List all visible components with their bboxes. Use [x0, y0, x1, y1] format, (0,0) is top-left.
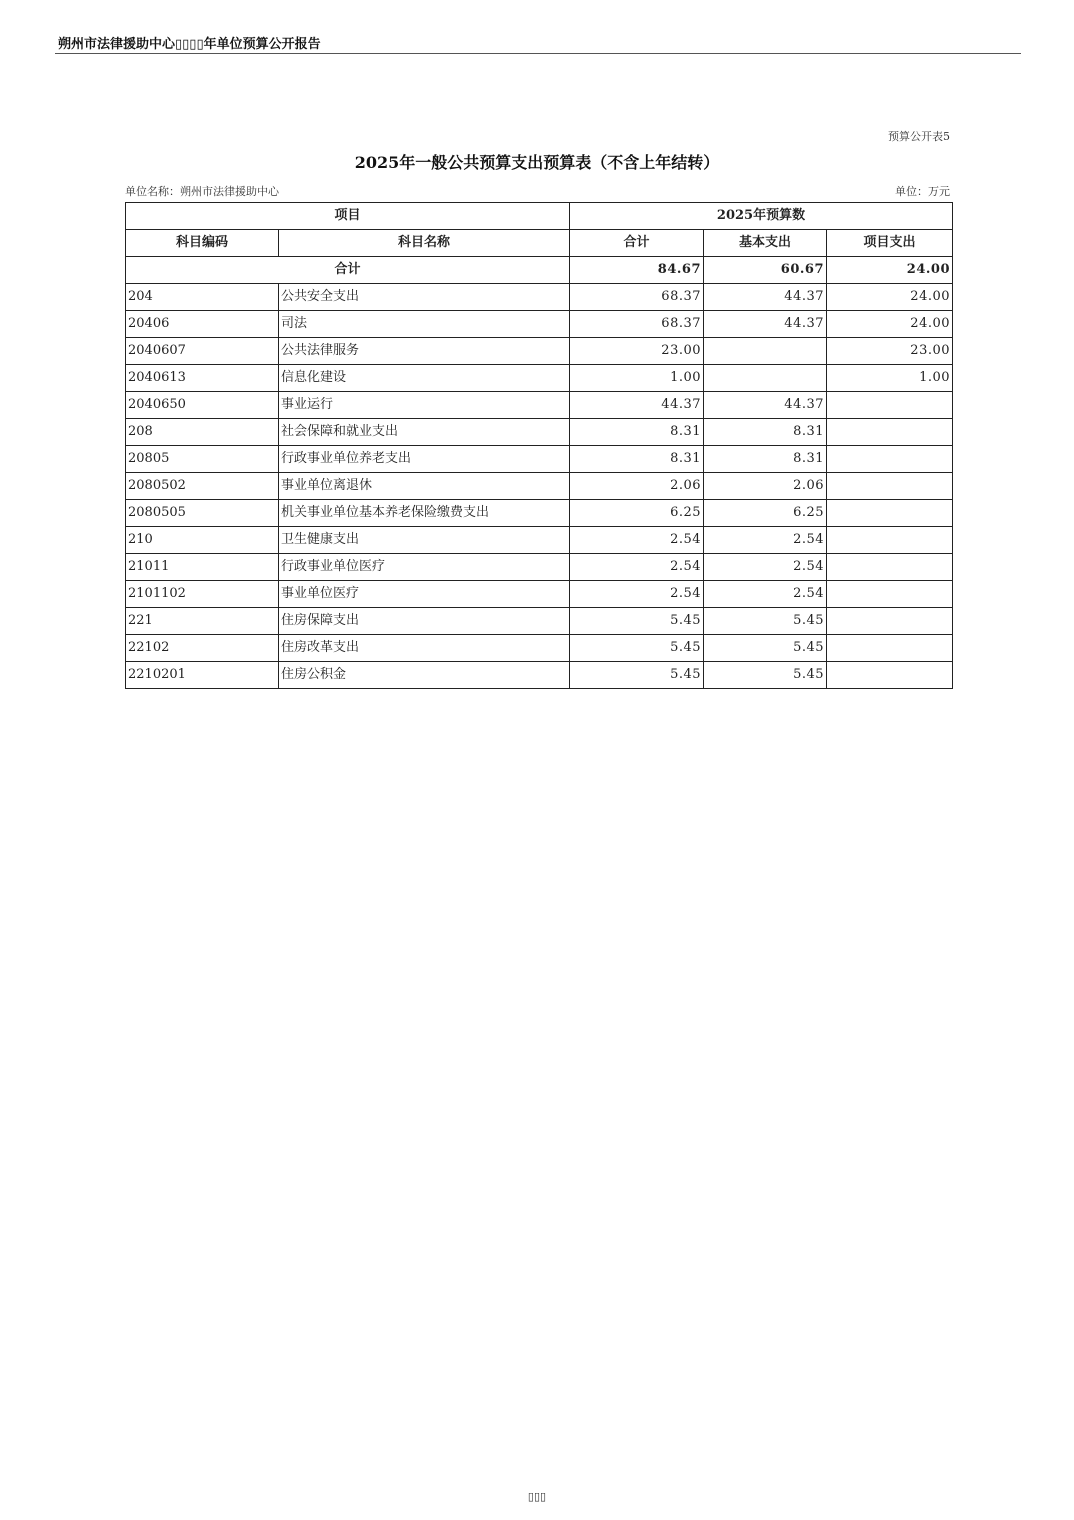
row-project: [827, 527, 953, 554]
row-project: [827, 446, 953, 473]
table-row: [126, 608, 953, 635]
row-basic: 8.31: [704, 446, 827, 473]
row-basic: 5.45: [704, 608, 827, 635]
total-basic: 60.67: [704, 257, 827, 284]
row-code: 20805: [126, 446, 279, 473]
row-name: 住房保障支出: [279, 608, 570, 635]
row-project: 1.00: [827, 365, 953, 392]
row-code: 210: [126, 527, 279, 554]
table-row: [126, 662, 953, 689]
row-project: [827, 635, 953, 662]
row-name: 住房公积金: [279, 662, 570, 689]
row-name: 事业单位离退休: [279, 473, 570, 500]
row-code: 2080505: [126, 500, 279, 527]
row-basic: [704, 338, 827, 365]
row-project: 23.00: [827, 338, 953, 365]
row-name: 司法: [279, 311, 570, 338]
table-row: [126, 446, 953, 473]
row-total: 68.37: [570, 284, 704, 311]
header-basic: 基本支出: [704, 230, 827, 257]
row-project: [827, 608, 953, 635]
table-row: [126, 311, 953, 338]
table-header-row-2: [126, 230, 953, 257]
row-total: 44.37: [570, 392, 704, 419]
row-name: 行政事业单位养老支出: [279, 446, 570, 473]
row-name: 社会保障和就业支出: [279, 419, 570, 446]
row-project: [827, 392, 953, 419]
table-row: [126, 635, 953, 662]
table-title: 2025年一般公共预算支出预算表（不含上年结转）: [354, 153, 720, 172]
header-name: 科目名称: [279, 230, 570, 257]
row-project: 24.00: [827, 311, 953, 338]
row-project: 24.00: [827, 284, 953, 311]
table-row: [126, 500, 953, 527]
row-basic: 5.45: [704, 635, 827, 662]
header-project: 项目: [126, 203, 570, 230]
row-name: 卫生健康支出: [279, 527, 570, 554]
table-row: [126, 527, 953, 554]
row-name: 机关事业单位基本养老保险缴费支出: [279, 500, 570, 527]
table-row: [126, 338, 953, 365]
row-basic: 2.06: [704, 473, 827, 500]
table-row: [126, 419, 953, 446]
row-total: 2.54: [570, 527, 704, 554]
table-row: [126, 581, 953, 608]
unit-name: 单位名称：朔州市法律援助中心: [125, 185, 279, 198]
table-row: [126, 473, 953, 500]
total-project: 24.00: [827, 257, 953, 284]
table-code: 预算公开表5: [888, 130, 950, 143]
row-code: 2210201: [126, 662, 279, 689]
row-code: 2040613: [126, 365, 279, 392]
row-project: [827, 662, 953, 689]
row-basic: 44.37: [704, 392, 827, 419]
row-basic: 2.54: [704, 554, 827, 581]
row-project: [827, 473, 953, 500]
row-code: 22102: [126, 635, 279, 662]
row-name: 事业单位医疗: [279, 581, 570, 608]
row-total: 6.25: [570, 500, 704, 527]
table-row: [126, 554, 953, 581]
table-row: [126, 365, 953, 392]
row-total: 2.54: [570, 581, 704, 608]
row-name: 公共安全支出: [279, 284, 570, 311]
row-total: 1.00: [570, 365, 704, 392]
row-project: [827, 581, 953, 608]
row-basic: 8.31: [704, 419, 827, 446]
row-total: 5.45: [570, 662, 704, 689]
row-project: [827, 419, 953, 446]
row-code: 221: [126, 608, 279, 635]
row-code: 204: [126, 284, 279, 311]
table-header-row-1: [126, 203, 953, 230]
row-total: 5.45: [570, 635, 704, 662]
row-name: 住房改革支出: [279, 635, 570, 662]
header-code: 科目编码: [126, 230, 279, 257]
row-code: 2040650: [126, 392, 279, 419]
row-project: [827, 554, 953, 581]
page-number: ▯▯▯: [527, 1490, 547, 1503]
header-budget-group: 2025年预算数: [570, 203, 953, 230]
header-divider: [55, 53, 1021, 54]
row-code: 21011: [126, 554, 279, 581]
report-header-title: 朔州市法律援助中心▯▯▯▯年单位预算公开报告: [58, 37, 321, 52]
row-name: 信息化建设: [279, 365, 570, 392]
row-name: 事业运行: [279, 392, 570, 419]
row-total: 68.37: [570, 311, 704, 338]
header-project-expense: 项目支出: [827, 230, 953, 257]
row-total: 23.00: [570, 338, 704, 365]
row-code: 2080502: [126, 473, 279, 500]
row-code: 208: [126, 419, 279, 446]
row-total: 8.31: [570, 446, 704, 473]
total-label: 合计: [126, 257, 570, 284]
row-basic: 5.45: [704, 662, 827, 689]
total-row: [126, 257, 953, 284]
unit-label: 单位：万元: [895, 185, 950, 198]
table-row: [126, 284, 953, 311]
row-total: 2.54: [570, 554, 704, 581]
budget-table: [125, 202, 953, 689]
row-total: 8.31: [570, 419, 704, 446]
header-total: 合计: [570, 230, 704, 257]
table-row: [126, 392, 953, 419]
row-basic: 44.37: [704, 311, 827, 338]
row-basic: [704, 365, 827, 392]
row-name: 公共法律服务: [279, 338, 570, 365]
row-total: 2.06: [570, 473, 704, 500]
row-basic: 2.54: [704, 581, 827, 608]
row-code: 20406: [126, 311, 279, 338]
row-total: 5.45: [570, 608, 704, 635]
row-basic: 44.37: [704, 284, 827, 311]
total-total: 84.67: [570, 257, 704, 284]
row-code: 2040607: [126, 338, 279, 365]
row-code: 2101102: [126, 581, 279, 608]
row-basic: 2.54: [704, 527, 827, 554]
row-basic: 6.25: [704, 500, 827, 527]
row-project: [827, 500, 953, 527]
row-name: 行政事业单位医疗: [279, 554, 570, 581]
